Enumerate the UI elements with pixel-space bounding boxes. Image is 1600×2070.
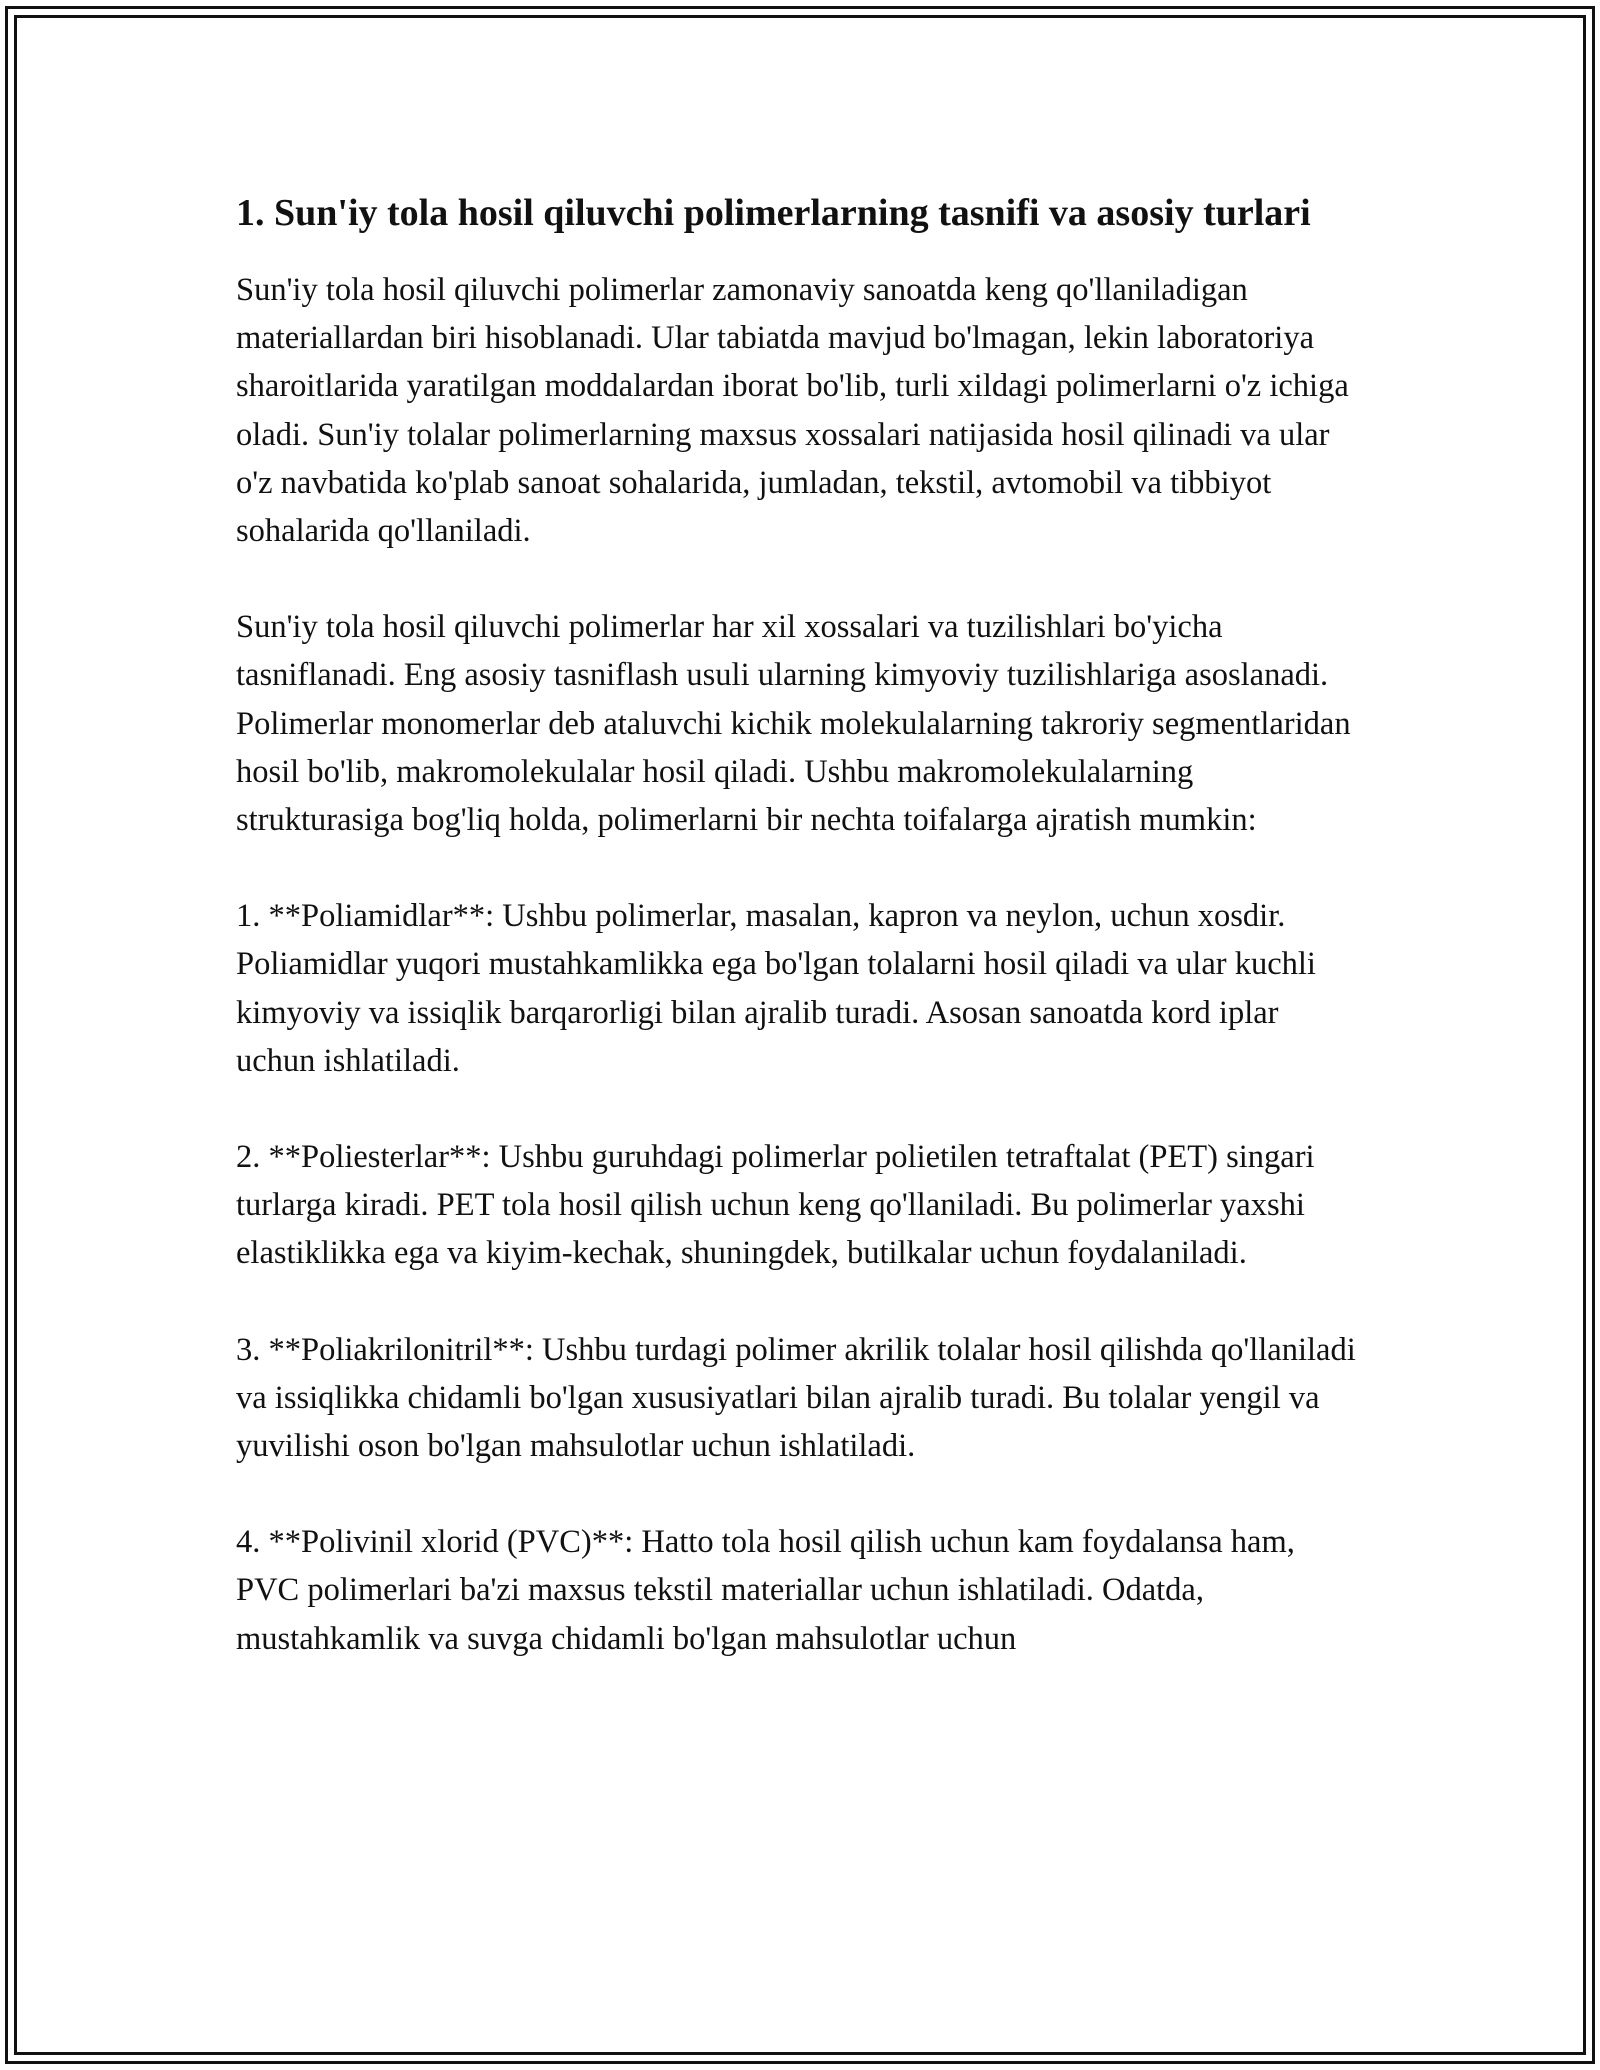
document-body: [236, 186, 1366, 1663]
paragraph-classification: Sun'iy tola hosil qiluvchi polimerlar har xil xossalari va tuzilishlari bo'yicha tasniflanadi. Eng asosiy tasniflash usuli ularning kimyoviy tuzilishlariga asoslanadi. Polimerlar monomerlar deb ataluvchi kichik molekulalarning takroriy segmentlaridan hosil bo'lib, makromolekulalar hosil qiladi. Ushbu makromolekulalarning strukturasiga bog'liq holda, polimerlarni bir nechta toifalarga ajratish mumkin:: [236, 609, 1351, 839]
list-item-pvc: 4. **Polivinil xlorid (PVC)**: Hatto tola hosil qilish uchun kam foydalansa ham, PVC polimerlari ba'zi maxsus tekstil materiallar uchun ishlatiladi. Odatda, mustahkamlik va suvga chidamli bo'lgan mahsulotlar uchun: [236, 1524, 1295, 1657]
list-item-poliakrilonitril: 3. **Poliakrilonitril**: Ushbu turdagi polimer akrilik tolalar hosil qilishda qo'llaniladi va issiqlikka chidamli bo'lgan xususiyatlari bilan ajralib turadi. Bu tolalar yengil va yuvilishi oson bo'lgan mahsulotlar uchun ishlatiladi.: [236, 1331, 1356, 1465]
list-item-poliesterlar: 2. **Poliesterlar**: Ushbu guruhdagi polimerlar polietilen tetraftalat (PET) singari turlarga kiradi. PET tola hosil qilish uchun keng qo'llaniladi. Bu polimerlar yaxshi elastiklikka ega va kiyim-kechak, shuningdek, butilkalar uchun foydalaniladi.: [236, 1139, 1315, 1272]
paragraph-intro: Sun'iy tola hosil qiluvchi polimerlar zamonaviy sanoatda keng qo'llaniladigan materiallardan biri hisoblanadi. Ular tabiatda mavjud bo'lmagan, lekin laboratoriya sharoitlarida yaratilgan moddalardan iborat bo'lib, turli xildagi polimerlarni o'z ichiga oladi. Sun'iy tolalar polimerlarning maxsus xossalari natijasida hosil qilinadi va ular o'z navbatida ko'plab sanoat sohalarida, jumladan, tekstil, avtomobil va tibbiyot sohalarida qo'llaniladi.: [236, 272, 1349, 550]
section-heading: 1. Sun'iy tola hosil qiluvchi polimerlarning tasnifi va asosiy turlari: [236, 192, 1311, 234]
list-item-poliamidlar: 1. **Poliamidlar**: Ushbu polimerlar, masalan, kapron va neylon, uchun xosdir. Poliamidlar yuqori mustahkamlikka ega bo'lgan tolalarni hosil qiladi va ular kuchli kimyoviy va issiqlik barqarorligi bilan ajralib turadi. Asosan sanoatda kord iplar uchun ishlatiladi.: [236, 898, 1316, 1079]
